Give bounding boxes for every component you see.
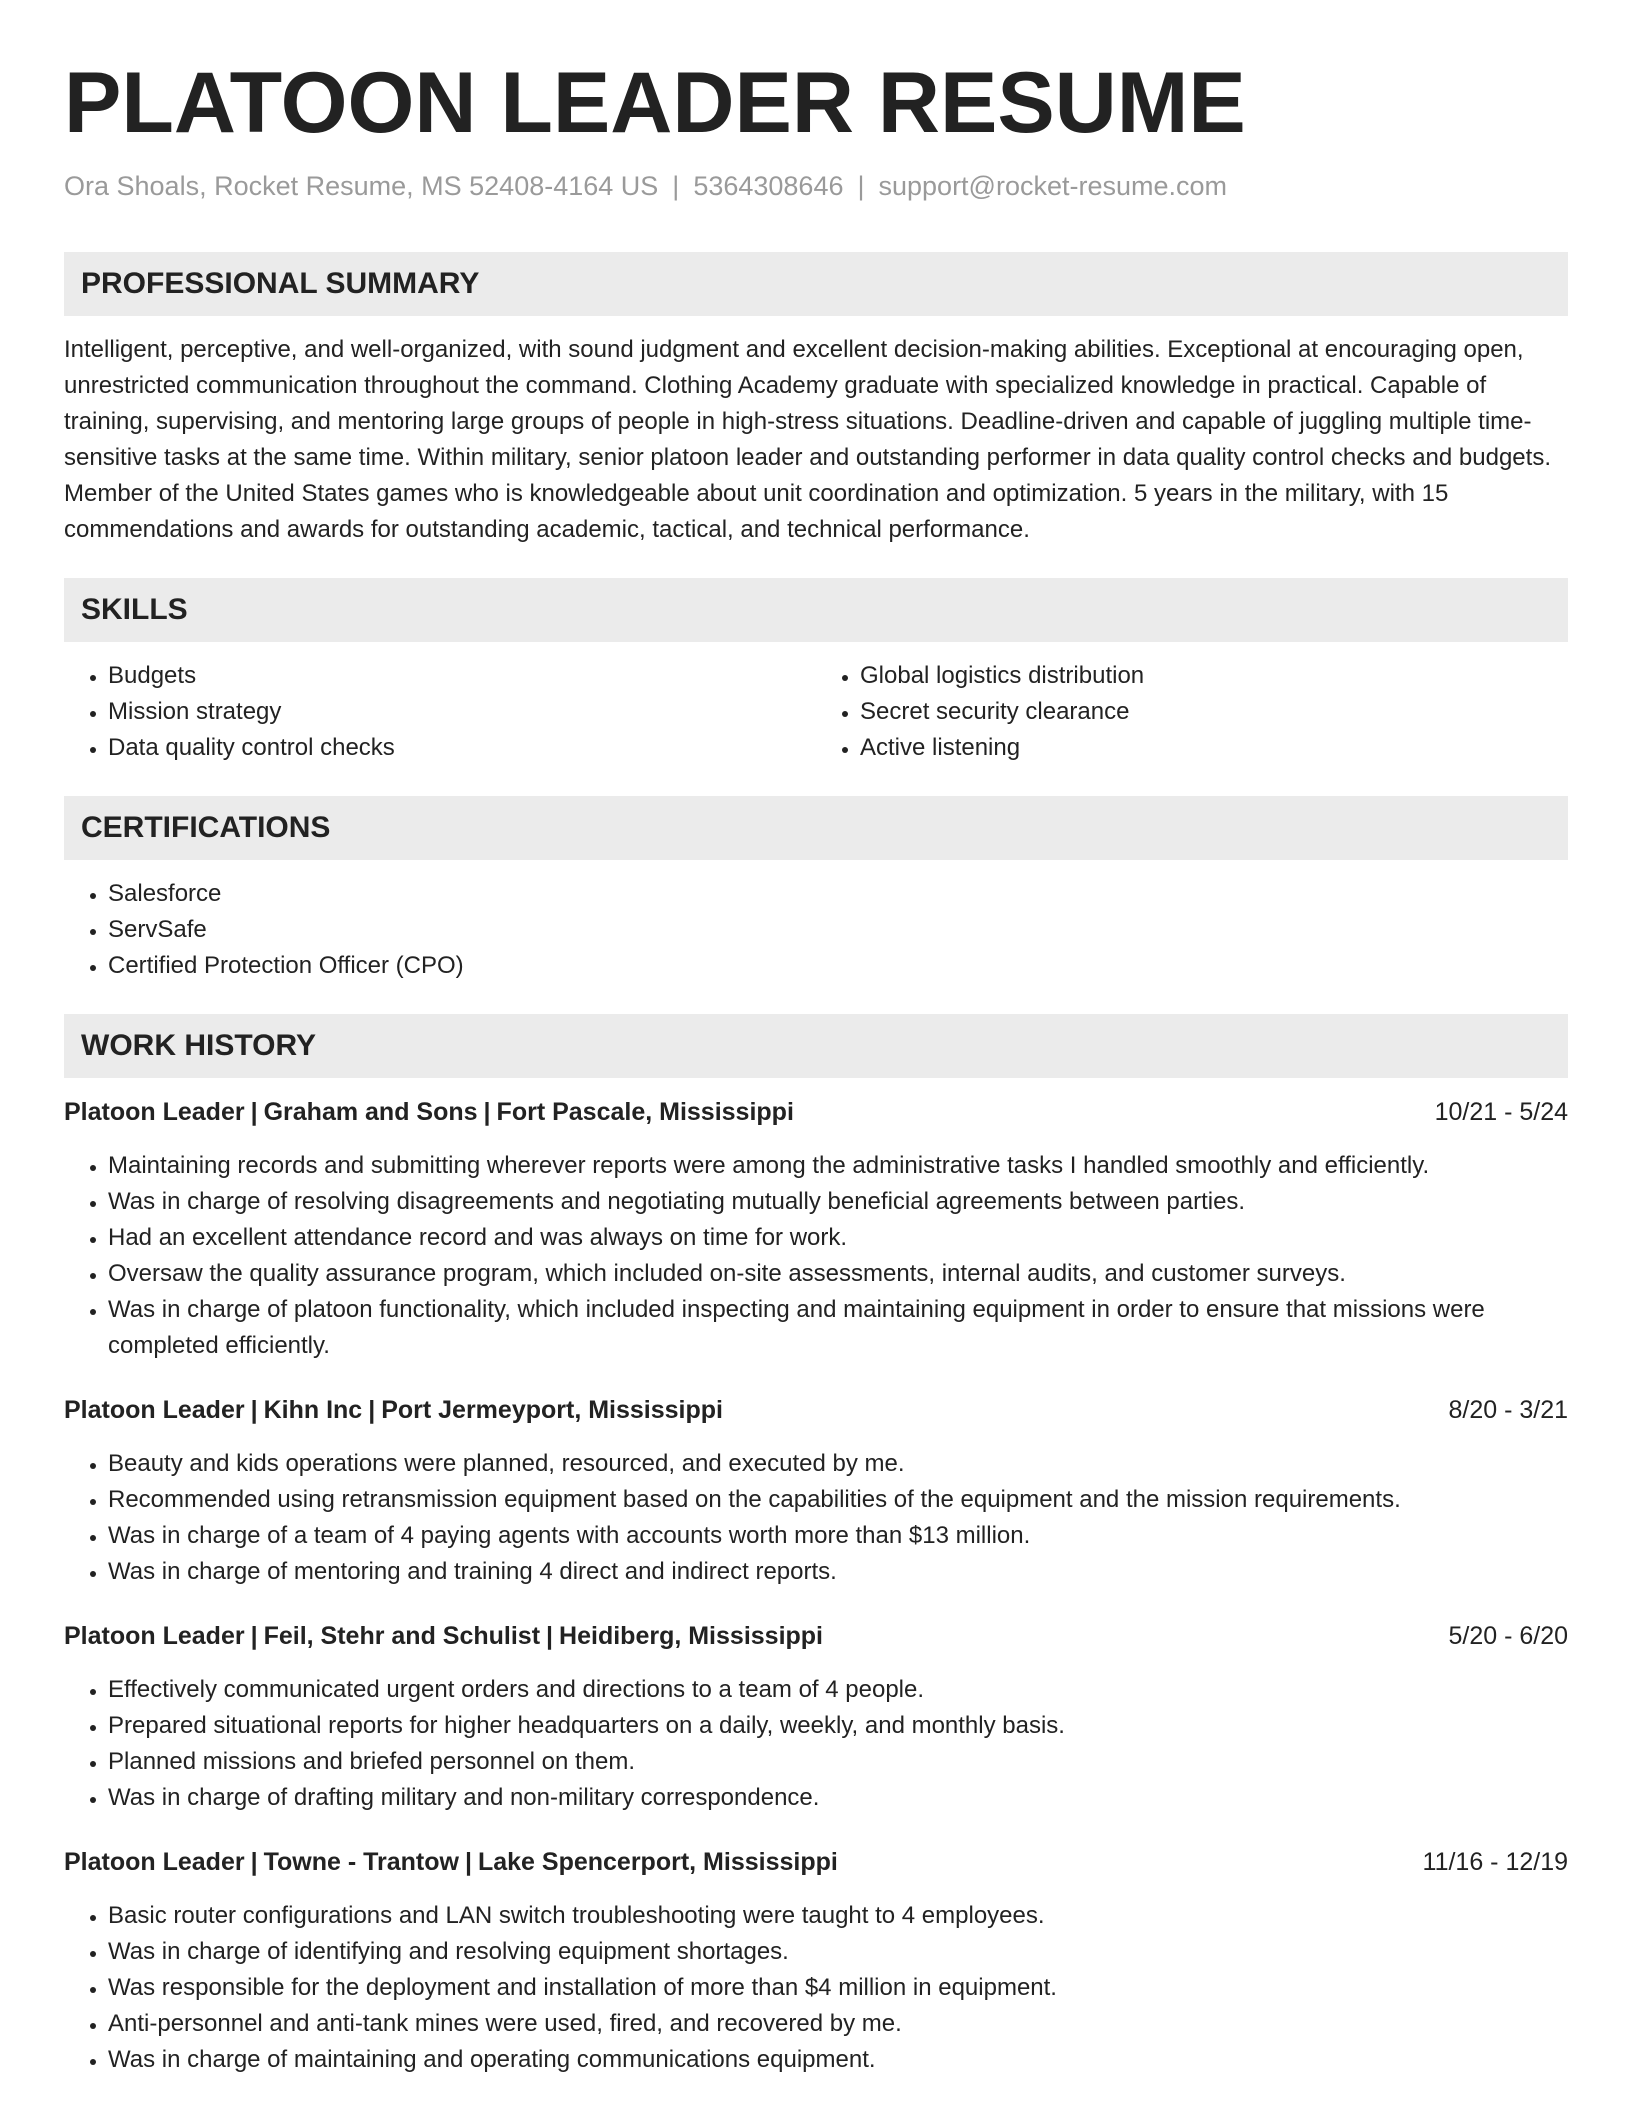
summary-heading: PROFESSIONAL SUMMARY bbox=[64, 252, 1568, 316]
contact-separator: | bbox=[672, 170, 680, 201]
job-bullet: • Was in charge of resolving disagreements and negotiating mutually beneficial agreements between parties. bbox=[108, 1184, 1568, 1220]
job-title-line: Platoon Leader | Towne - Trantow | Lake Spencerport, Mississippi bbox=[64, 1847, 838, 1876]
job-dates: 11/16 - 12/19 bbox=[1422, 1847, 1568, 1876]
skill-item: • Active listening bbox=[860, 730, 1568, 766]
job-company: Feil, Stehr and Schulist bbox=[263, 1621, 541, 1650]
skill-item: • Data quality control checks bbox=[108, 730, 816, 766]
job-company: Towne - Trantow bbox=[263, 1847, 459, 1876]
job-company: Kihn Inc bbox=[263, 1395, 363, 1424]
job-bullet: • Was in charge of identifying and resolving equipment shortages. bbox=[108, 1934, 1568, 1970]
job-bullet: • Basic router configurations and LAN switch troubleshooting were taught to 4 employees. bbox=[108, 1898, 1568, 1934]
certification-item: • ServSafe bbox=[108, 912, 1568, 948]
job-location: Lake Spencerport, Mississippi bbox=[477, 1847, 838, 1876]
job-title: Platoon Leader bbox=[64, 1097, 245, 1126]
job-title: Platoon Leader bbox=[64, 1395, 245, 1424]
job-bullets bbox=[64, 1446, 1568, 1590]
job-company: Graham and Sons bbox=[263, 1097, 478, 1126]
skill-item: • Global logistics distribution bbox=[860, 658, 1568, 694]
skills-column-right bbox=[816, 658, 1568, 766]
job-bullet: • Was in charge of a team of 4 paying agents with accounts worth more than $13 million. bbox=[108, 1518, 1568, 1554]
job-header bbox=[64, 1392, 1568, 1428]
skill-item: • Mission strategy bbox=[108, 694, 816, 730]
certifications-list bbox=[64, 876, 1568, 984]
job-header bbox=[64, 1844, 1568, 1880]
job-header bbox=[64, 1094, 1568, 1130]
job-bullet: • Was in charge of platoon functionality, which included inspecting and maintaining equipment in order to ensure that missions were completed efficiently. bbox=[108, 1292, 1568, 1364]
skills-heading: SKILLS bbox=[64, 578, 1568, 642]
job-title: Platoon Leader bbox=[64, 1621, 245, 1650]
job-bullet: • Beauty and kids operations were planned, resourced, and executed by me. bbox=[108, 1446, 1568, 1482]
contact-line bbox=[64, 169, 1568, 204]
job-location: Fort Pascale, Mississippi bbox=[496, 1097, 794, 1126]
resume-title: PLATOON LEADER RESUME bbox=[64, 55, 1246, 151]
job-location: Heidiberg, Mississippi bbox=[559, 1621, 823, 1650]
job-bullet: • Planned missions and briefed personnel on them. bbox=[108, 1744, 1568, 1780]
job-bullet: • Anti-personnel and anti-tank mines were used, fired, and recovered by me. bbox=[108, 2006, 1568, 2042]
contact-phone: 5364308646 bbox=[693, 170, 844, 201]
job-title: Platoon Leader bbox=[64, 1847, 245, 1876]
certification-item: • Salesforce bbox=[108, 876, 1568, 912]
job-bullet: • Recommended using retransmission equipment based on the capabilities of the equipment and the mission requirements. bbox=[108, 1482, 1568, 1518]
job-title-line: Platoon Leader | Feil, Stehr and Schulist | Heidiberg, Mississippi bbox=[64, 1621, 823, 1650]
job-entry bbox=[64, 1094, 1568, 1364]
contact-separator: | bbox=[857, 170, 865, 201]
job-bullets bbox=[64, 1898, 1568, 2078]
certification-item: • Certified Protection Officer (CPO) bbox=[108, 948, 1568, 984]
job-bullet: • Prepared situational reports for higher headquarters on a daily, weekly, and monthly basis. bbox=[108, 1708, 1568, 1744]
job-dates: 5/20 - 6/20 bbox=[1448, 1621, 1568, 1650]
job-bullet: • Oversaw the quality assurance program, which included on-site assessments, internal audits, and customer surveys. bbox=[108, 1256, 1568, 1292]
contact-email: support@rocket-resume.com bbox=[878, 170, 1228, 201]
job-title-line: Platoon Leader | Kihn Inc | Port Jermeyport, Mississippi bbox=[64, 1395, 723, 1424]
skill-item: • Secret security clearance bbox=[860, 694, 1568, 730]
job-header bbox=[64, 1618, 1568, 1654]
job-entry bbox=[64, 1844, 1568, 2078]
job-bullet: • Was in charge of maintaining and operating communications equipment. bbox=[108, 2042, 1568, 2078]
job-bullet: • Was in charge of mentoring and training 4 direct and indirect reports. bbox=[108, 1554, 1568, 1590]
skill-item: • Budgets bbox=[108, 658, 816, 694]
job-dates: 8/20 - 3/21 bbox=[1448, 1395, 1568, 1424]
job-bullets bbox=[64, 1672, 1568, 1816]
job-bullet: • Maintaining records and submitting wherever reports were among the administrative tasks I handled smoothly and efficiently. bbox=[108, 1148, 1568, 1184]
contact-address: Ora Shoals, Rocket Resume, MS 52408-4164 US bbox=[64, 170, 659, 201]
skills-column-left bbox=[64, 658, 816, 766]
job-bullet: • Effectively communicated urgent orders and directions to a team of 4 people. bbox=[108, 1672, 1568, 1708]
job-entry bbox=[64, 1392, 1568, 1590]
job-dates: 10/21 - 5/24 bbox=[1434, 1097, 1568, 1126]
job-title-line: Platoon Leader | Graham and Sons | Fort Pascale, Mississippi bbox=[64, 1097, 794, 1126]
job-bullets bbox=[64, 1148, 1568, 1364]
job-bullet: • Was responsible for the deployment and installation of more than $4 million in equipment. bbox=[108, 1970, 1568, 2006]
summary-text: Intelligent, perceptive, and well-organized, with sound judgment and excellent decision-making abilities. Exceptional at encouraging open, unrestricted communication throughout the command. Clothing Academy graduate with specialized knowledge in practical. Capable of training, supervising, and mentoring large groups of people in high-stress situations. Deadline-driven and capable of juggling multiple time-sensitive tasks at the same time. Within military, senior platoon leader and outstanding performer in data quality control checks and budgets. Member of the United States games who is knowledgeable about unit coordination and optimization. 5 years in the military, with 15 commendations and awards for outstanding academic, tactical, and technical performance. bbox=[64, 335, 1551, 543]
job-bullet: • Had an excellent attendance record and was always on time for work. bbox=[108, 1220, 1568, 1256]
job-bullet: • Was in charge of drafting military and non-military correspondence. bbox=[108, 1780, 1568, 1816]
job-location: Port Jermeyport, Mississippi bbox=[381, 1395, 723, 1424]
work-history-heading: WORK HISTORY bbox=[64, 1014, 1568, 1078]
skills-list bbox=[64, 658, 1568, 766]
certifications-heading: CERTIFICATIONS bbox=[64, 796, 1568, 860]
job-entry bbox=[64, 1618, 1568, 1816]
